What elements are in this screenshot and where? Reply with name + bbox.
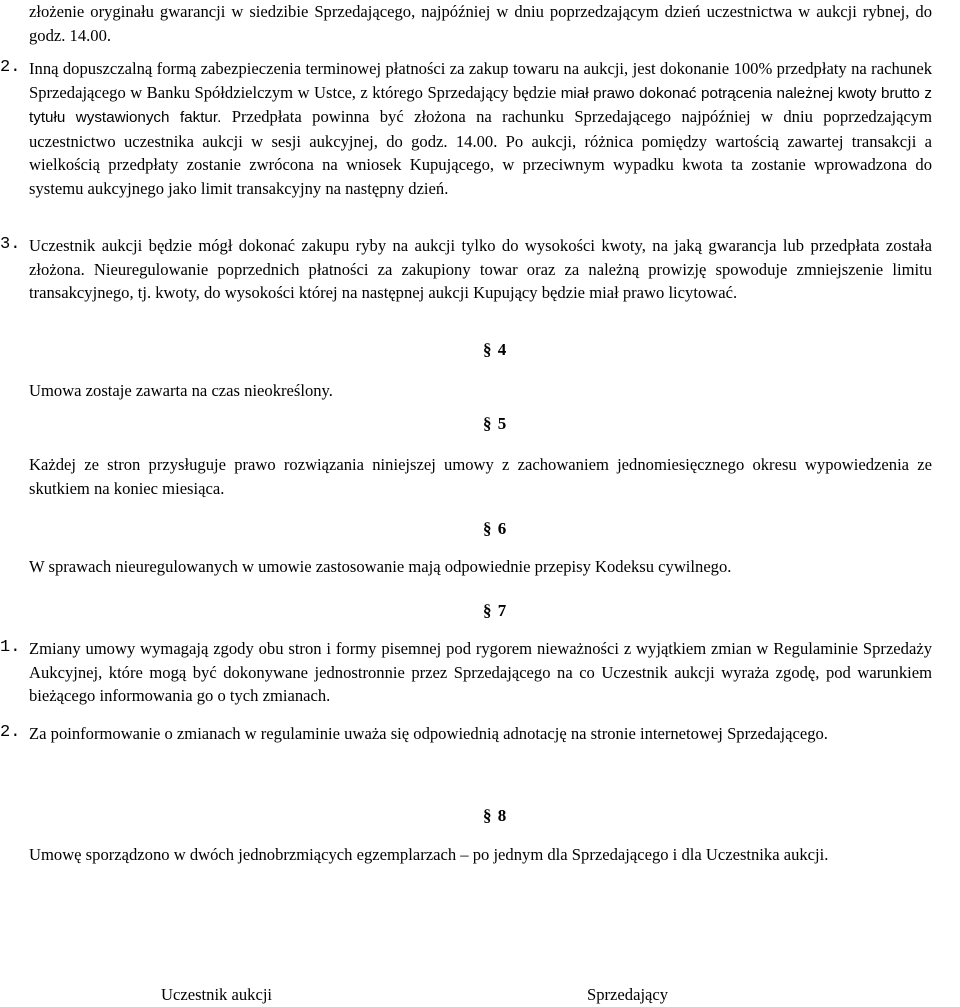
section-heading-5: § 5 — [483, 414, 508, 433]
s3-item-3 — [0, 234, 932, 305]
item-number: 2. — [0, 58, 21, 77]
section-4-text: Umowa zostaje zawarta na czas nieokreślony. — [29, 381, 333, 400]
section-heading-7: § 7 — [483, 601, 508, 620]
section-heading-8: § 8 — [483, 806, 508, 825]
item-text: Za poinformowanie o zmianach w regulaminie uważa się odpowiednią adnotację na stronie internetowej Sprzedającego. — [29, 724, 828, 743]
section-5-text: Każdej ze stron przysługuje prawo rozwiązania niniejszej umowy z zachowaniem jednomiesięcznego okresu wypowiedzenia ze skutkiem na koniec miesiąca. — [29, 455, 932, 498]
item-text: Uczestnik aukcji będzie mógł dokonać zakupu ryby na aukcji tylko do wysokości kwoty, na jaką gwarancja lub przedpłata została złożona. Nieuregulowanie poprzednich płatności za zakupiony towar oraz za należną prowizję spowoduje zmniejszenie limitu transakcyjnego, tj. kwoty, do wysokości której na następnej aukcji Kupujący będzie miał prawo licytować. — [29, 236, 932, 302]
section-8-text: Umowę sporządzono w dwóch jednobrzmiących egzemplarzach – po jednym dla Sprzedającego i dla Uczestnika aukcji. — [29, 845, 829, 864]
signature-participant: Uczestnik aukcji — [161, 985, 273, 1004]
item-number: 1. — [0, 638, 21, 657]
section-6-text: W sprawach nieuregulowanych w umowie zastosowanie mają odpowiednie przepisy Kodeksu cywilnego. — [29, 557, 732, 576]
item-number: 3. — [0, 235, 21, 254]
item-number: 2. — [0, 723, 21, 742]
item-text: Zmiany umowy wymagają zgody obu stron i formy pisemnej pod rygorem nieważności z wyjątkiem zmian w Regulaminie Sprzedaży Aukcyjnej, które mogą być dokonywane jednostronnie przez Sprzedającego na co Uczestnik aukcji wyraża zgodę, pod warunkiem bieżącego informowania go o tych zmianach. — [29, 639, 932, 705]
s7-item-1 — [0, 637, 932, 708]
section-heading-6: § 6 — [483, 519, 508, 538]
s7-item-2 — [0, 722, 932, 746]
s3-item-2 — [0, 57, 933, 200]
item-text: Inną dopuszczalną formą zabezpieczenia terminowej płatności za zakup towaru na aukcji, jest dokonanie 100% przedpłaty na rachunek Sprzedającego w Banku Spółdzielczym w Ustce, z którego Sprzedający będzie miał prawo dokonać potrącenia należnej kwoty brutto z tytułu wystawionych faktur. Przedpłata powinna być złożona na rachunku Sprzedającego najpóźniej w dniu poprzedzającym uczestnictwo uczestnika aukcji w sesji aukcyjnej, do godz. 14.00. Po aukcji, różnica pomiędzy wartością zawartej transakcji a wielkością przedpłaty zostanie zwrócona na wniosek Kupującego, w przeciwnym wypadku kwota ta zostanie wprowadzona do systemu aukcyjnego jako limit transakcyjny na następny dzień. — [29, 59, 933, 198]
continuation-text: złożenie oryginału gwarancji w siedzibie Sprzedającego, najpóźniej w dniu poprzedzającym dzień uczestnictwa w aukcji rybnej, do godz. 14.00. — [29, 2, 932, 45]
section-heading-4: § 4 — [483, 340, 508, 359]
signature-seller: Sprzedający — [587, 985, 669, 1004]
